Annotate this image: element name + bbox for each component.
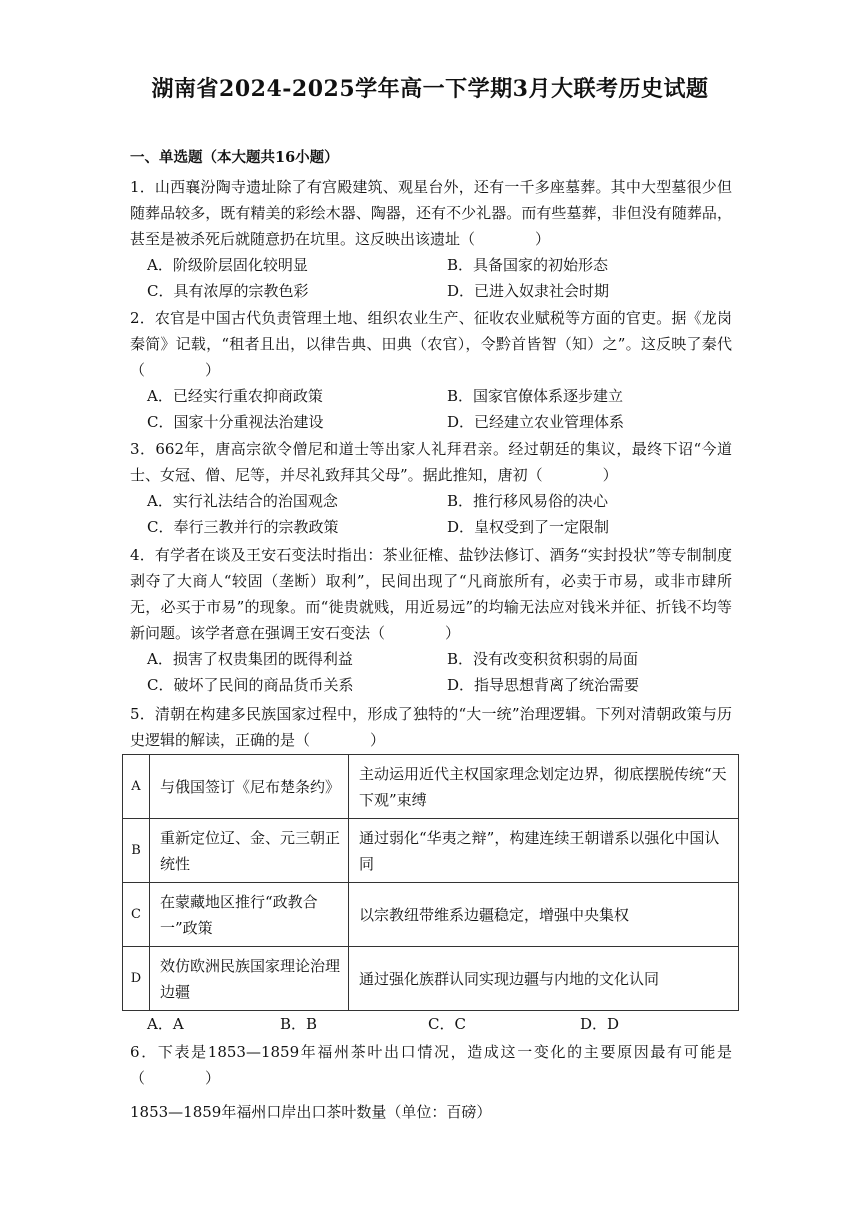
question-stem: 6．下表是1853—1859年福州茶叶出口情况，造成这一变化的主要原因最有可能是（ ） — [130, 1043, 732, 1087]
option-a[interactable]: A．损害了权贵集团的既得利益 — [147, 650, 353, 668]
question-stem: 2．农官是中国古代负责管理土地、组织农业生产、征收农业赋税等方面的官吏。据《龙岗秦简》记载，“租者且出，以律告典、田典（农官），令黔首皆智（知）之”。这反映了秦代（ ） — [130, 309, 732, 379]
option-c[interactable]: C．奉行三教并行的宗教政策 — [147, 518, 339, 536]
question-stem: 1．山西襄汾陶寺遗址除了有宫殿建筑、观星台外，还有一千多座墓葬。其中大型墓很少但随葬品较多，既有精美的彩绘木器、陶器，还有不少礼器。而有些墓葬，非但没有随葬品，甚至是被杀死后就随意扔在坑里。这反映出该遗址（ ） — [130, 178, 732, 248]
policy-cell: 在蒙藏地区推行“政教合一”政策 — [150, 883, 349, 947]
row-letter: B — [123, 819, 150, 883]
question-2 — [130, 305, 732, 435]
page-title: 湖南省2024-2025学年高一下学期3月大联考历史试题 — [151, 76, 709, 102]
option-d[interactable]: D．已进入奴隶社会时期 — [447, 282, 610, 300]
question-1 — [130, 174, 732, 304]
option-d[interactable]: D．指导思想背离了统治需要 — [447, 676, 640, 694]
table-row — [123, 947, 739, 1011]
question-stem: 5．清朝在构建多民族国家过程中，形成了独特的“大一统”治理逻辑。下列对清朝政策与历史逻辑的解读，正确的是（ ） — [130, 705, 732, 749]
option-b[interactable]: B．没有改变积贫积弱的局面 — [447, 650, 639, 668]
question-stem: 3．662年，唐高宗欲令僧尼和道士等出家人礼拜君亲。经过朝廷的集议，最终下诏“今道士、女冠、僧、尼等，并尽礼致拜其父母”。据此推知，唐初（ ） — [130, 440, 732, 484]
question-stem: 4．有学者在谈及王安石变法时指出：茶业征榷、盐钞法修订、酒务“实封投状”等专制制度剥夺了大商人“较固（垄断）取利”，民间出现了“凡商旅所有，必卖于市易，或非市肆所无，必买于市易”的现象。而“徙贵就贱，用近易远”的均输无法应对钱米并征、折钱不均等新问题。该学者意在强调王安石变法（ ） — [130, 546, 732, 642]
option-b[interactable]: B．国家官僚体系逐步建立 — [447, 387, 624, 405]
table-row — [123, 755, 739, 819]
question-6 — [130, 1039, 732, 1125]
option-b[interactable]: B．B — [280, 1015, 318, 1033]
interpretation-cell: 以宗教纽带维系边疆稳定，增强中央集权 — [349, 883, 739, 947]
table-caption: 1853—1859年福州口岸出口茶叶数量（单位：百磅） — [130, 1103, 492, 1121]
question-5-table — [122, 754, 739, 1011]
option-d[interactable]: D．D — [580, 1015, 620, 1033]
option-c[interactable]: C．国家十分重视法治建设 — [147, 413, 324, 431]
option-c[interactable]: C．破坏了民间的商品货币关系 — [147, 676, 354, 694]
option-c[interactable]: C．具有浓厚的宗教色彩 — [147, 282, 309, 300]
row-letter: C — [123, 883, 150, 947]
option-b[interactable]: B．推行移风易俗的决心 — [447, 492, 609, 510]
option-b[interactable]: B．具备国家的初始形态 — [447, 256, 609, 274]
option-list — [130, 252, 732, 304]
question-3 — [130, 436, 732, 540]
policy-cell: 效仿欧洲民族国家理论治理边疆 — [150, 947, 349, 1011]
option-d[interactable]: D．皇权受到了一定限制 — [447, 518, 610, 536]
option-list — [130, 383, 732, 435]
option-a[interactable]: A．实行礼法结合的治国观念 — [147, 492, 338, 510]
row-letter: A — [123, 755, 150, 819]
section-heading: 一、单选题（本大题共16小题） — [130, 149, 339, 166]
question-4 — [130, 542, 732, 698]
option-a[interactable]: A．已经实行重农抑商政策 — [147, 387, 323, 405]
question-5 — [130, 701, 732, 753]
row-letter: D — [123, 947, 150, 1011]
option-a[interactable]: A．A — [147, 1015, 184, 1033]
policy-cell: 重新定位辽、金、元三朝正统性 — [150, 819, 349, 883]
option-a[interactable]: A．阶级阶层固化较明显 — [147, 256, 308, 274]
interpretation-cell: 通过强化族群认同实现边疆与内地的文化认同 — [349, 947, 739, 1011]
table-row — [123, 883, 739, 947]
policy-cell: 与俄国签订《尼布楚条约》 — [150, 755, 349, 819]
option-list — [130, 646, 732, 698]
interpretation-cell: 主动运用近代主权国家理念划定边界，彻底摆脱传统“天下观”束缚 — [349, 755, 739, 819]
table-row — [123, 819, 739, 883]
option-list — [130, 488, 732, 540]
interpretation-cell: 通过弱化“华夷之辩”，构建连续王朝谱系以强化中国认同 — [349, 819, 739, 883]
option-d[interactable]: D．已经建立农业管理体系 — [447, 413, 625, 431]
option-c[interactable]: C．C — [428, 1015, 466, 1033]
